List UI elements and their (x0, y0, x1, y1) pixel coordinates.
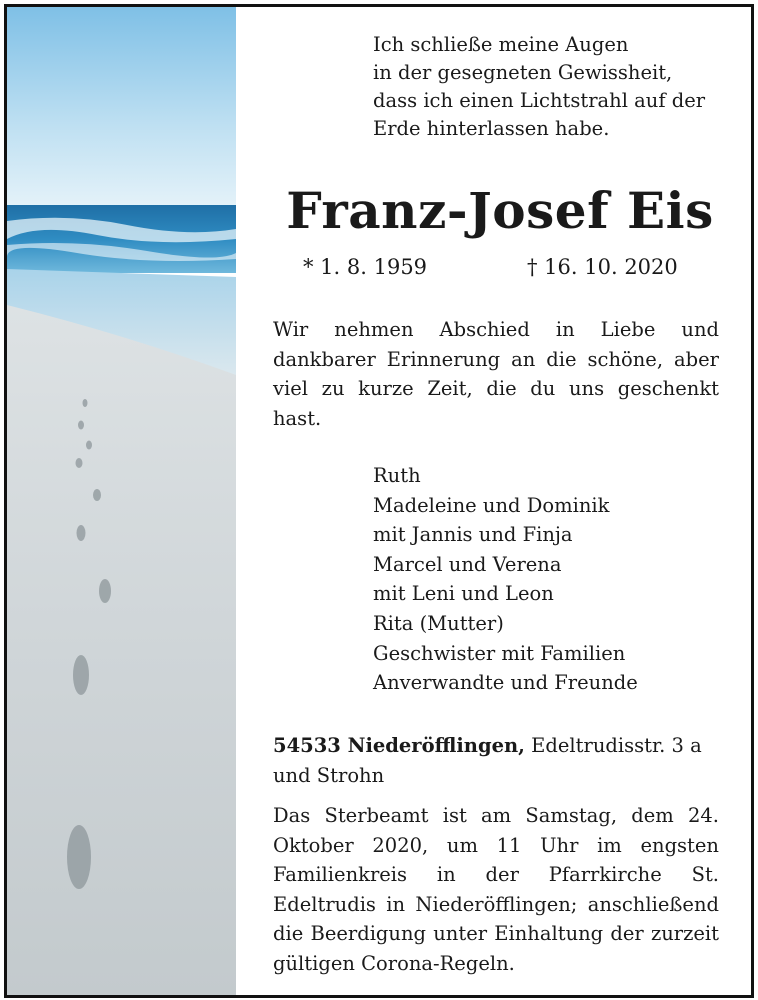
deceased-name: Franz-Josef Eis (286, 181, 714, 240)
poem-line: in der gesegneten Gewissheit, (373, 61, 673, 84)
address-suffix: und Strohn (273, 763, 385, 787)
mourner-name: Rita (Mutter) (373, 611, 504, 635)
death-date: † 16. 10. 2020 (527, 255, 678, 279)
mourner-name: Madeleine und Dominik (373, 493, 610, 517)
beach-footprints-photo (7, 7, 236, 995)
notice-text-column (273, 7, 727, 995)
address-street: Edeltrudisstr. 3 a (531, 734, 702, 757)
mourner-name: Geschwister mit Familien (373, 641, 626, 665)
poem-line: dass ich einen Lichtstrahl auf der (373, 89, 706, 112)
obituary-notice (4, 4, 754, 998)
mourner-name: mit Jannis und Finja (373, 523, 573, 547)
funeral-service-info: Das Sterbeamt ist am Samstag, dem 24. Oktober 2020, um 11 Uhr im engsten Familienkreis in der Pfarrkirche St. Edeltrudis in Niederöfflingen; anschließend die Beerdigung unter Einhaltung der zurzeit gültigen Corona-Regeln. (273, 804, 719, 975)
memorial-poem (373, 31, 705, 143)
farewell-text: Wir nehmen Abschied in Liebe und dankbarer Erinnerung an die schöne, aber viel zu kurze Zeit, die du uns geschenkt hast. (273, 318, 719, 430)
address-place: 54533 Niederöfflingen, (273, 734, 525, 757)
birth-date: * 1. 8. 1959 (303, 255, 428, 279)
family-address (273, 731, 719, 790)
mourner-name: Ruth (373, 464, 421, 487)
poem-line: Ich schließe meine Augen (373, 33, 629, 56)
mourner-name: Marcel und Verena (373, 552, 562, 576)
mourners-list (373, 461, 638, 698)
poem-line: Erde hinterlassen habe. (373, 117, 610, 140)
mourner-name: mit Leni und Leon (373, 582, 554, 606)
mourner-name: Anverwandte und Freunde (373, 671, 638, 695)
